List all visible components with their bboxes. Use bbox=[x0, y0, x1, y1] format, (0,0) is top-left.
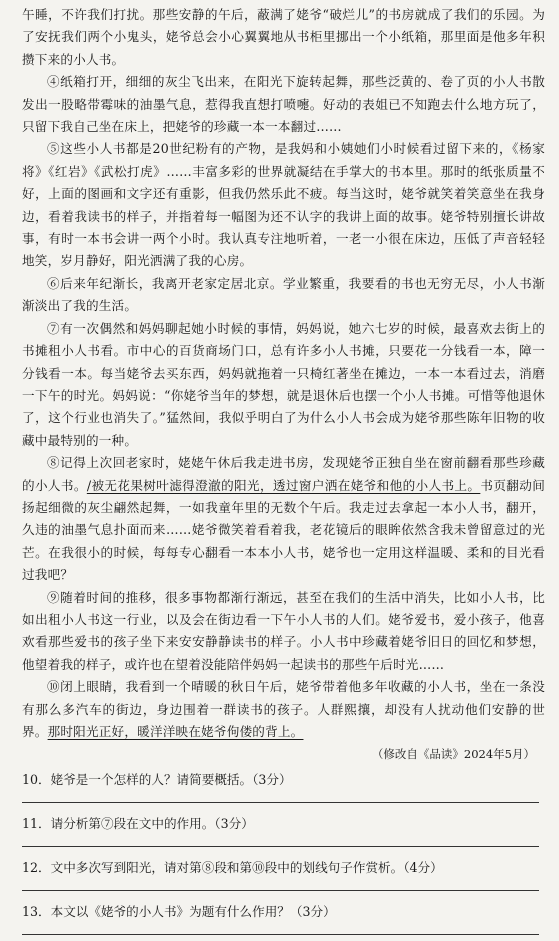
question-list bbox=[22, 769, 545, 941]
paragraph-8 bbox=[22, 452, 545, 586]
paragraph-5: ⑤这些小人书都是20世纪粉有的产物，是我妈和小姨她们小时候看过留下来的，《杨家将》《红岩》《武松打虎》……丰富多彩的世界就凝结在手掌大的书本里。那时的纸张质量不好，上面的图画和文字还有重影，但我仍然乐此不疲。每当这时，姥爷就笑着笑意坐在我身边，看着我读书的样子，并指着每一幅图为还不认字的我讲上面的故事。姥爷特别擅长讲故事，有时一本书会讲一两个小时。我认真专注地听着，一老一小很在床边，压低了声音轻轻地笑，岁月静好，阳光洒满了我的心房。 bbox=[22, 141, 545, 269]
paragraph-6: ⑥后来年纪渐长，我离开老家定居北京。学业繁重，我要看的书也无穷无尽，小人书渐渐淡出了我的生活。 bbox=[22, 275, 545, 314]
answer-line[interactable] bbox=[22, 934, 539, 935]
question-11 bbox=[22, 813, 545, 853]
paragraph-7: ⑦有一次偶然和妈妈聊起她小时候的事情，妈妈说，她六七岁的时候，最喜欢去街上的书摊租小人书看。市中心的百货商场门口，总有许多小人书摊，只要花一分钱看一本，障一分钱看一本。每当姥爷去买东西，妈妈就拖着一只椅红著坐在摊边，一本一本看过去，消磨一下午的时光。妈妈说：“你姥爷当年的梦想，就是退休后也摆一个小人书摊。可惜等他退休了，这个行业也消失了。”猛然间，我似乎明白了为什么小人书会成为姥爷那些陈年旧物的收藏中最特别的一种。 bbox=[22, 320, 545, 448]
question-text: 13．本文以《姥爷的小人书》为题有什么作用？（3分） bbox=[22, 904, 336, 920]
question-12 bbox=[22, 857, 545, 897]
question-13 bbox=[22, 901, 545, 941]
article-source: （修改自《品读》2024年5月） bbox=[371, 747, 535, 762]
paragraph-10-intro: ⑩闭上眼睛，我看到一个晴暖的秋日午后，姥爷带着他多年收藏的小人书，坐在一条没有那么多汽车的街边，身边围着一群读书的孩子。人群熙攘，却没有人扰动他们安静的世界。 bbox=[22, 679, 545, 739]
paragraph-10 bbox=[22, 676, 545, 743]
paragraph-3-continued: 午睡，不许我们打扰。那些安静的午后，蔽满了姥爷“破烂儿”的书房就成了我们的乐园。为了安抚我们两个小鬼头，姥爷总会小心翼翼地从书柜里挪出一个小纸箱，那里面是他多年积攒下来的小人书。 bbox=[22, 7, 545, 67]
answer-line[interactable] bbox=[22, 802, 539, 803]
question-10 bbox=[22, 769, 545, 809]
answer-line[interactable] bbox=[22, 846, 539, 847]
paragraph-9: ⑨随着时间的推移，很多事物都渐行渐远，甚至在我们的生活中消失，比如小人书，比如出租小人书这一行业，以及会在街边看一下午小人书的人们。姥爷爱书，爱小孩子，他喜欢看那些爱书的孩子坐下来安安静静读书的样子。小人书中珍藏着姥爷旧日的回忆和梦想，他望着我的样子，或许也在望着没能陪伴妈妈一起读书的那些午后时光…… bbox=[22, 589, 545, 672]
question-text: 10．姥爷是一个怎样的人？请简要概括。（3分） bbox=[22, 772, 292, 788]
paragraph-8-intro: ⑧记得上次回老家时，姥姥午休后我走进书房，发现姥爷正独自坐在窗前翻看那些珍藏的小人书。 bbox=[22, 455, 545, 493]
paragraph-4: ④纸箱打开，细细的灰尘飞出来，在阳光下旋转起舞，那些泛黄的、卷了页的小人书散发出一股略带霉味的油墨气息，惹得我直想打喷嚏。好动的表姐已不知跑去什么地方玩了，只留下我自己坐在床上，把姥爷的珍藏一本一本翻过…… bbox=[22, 74, 545, 135]
paragraph-8-rest: 书页翻动间扬起细微的灰尘翩然起舞，一如我童年里的无数个午后。我走过去拿起一本小人书，翻开，久违的油墨气息扑面而来……姥爷微笑着看着我，老花镜后的眼眸依然含我未曾留意过的光芒。在我很小的时候，每每专心翻看一本本小人书，姥爷也一定用这样温暖、柔和的目光看过我吧？ bbox=[22, 477, 546, 583]
question-text: 12．文中多次写到阳光，请对第⑧段和第⑩段中的划线句子作赏析。（4分） bbox=[22, 860, 443, 876]
reading-article bbox=[22, 4, 545, 765]
answer-line[interactable] bbox=[22, 890, 539, 891]
paragraph-10-underlined-sentence: 那时阳光正好，暖洋洋映在姥爷佝偻的背上。 bbox=[47, 724, 304, 739]
question-text: 11．请分析第⑦段在文中的作用。（3分） bbox=[22, 816, 254, 832]
paragraph-8-underlined-sentence: /被无花果树叶滤得澄澈的阳光，透过窗户洒在姥爷和他的小人书上。 bbox=[86, 477, 481, 493]
